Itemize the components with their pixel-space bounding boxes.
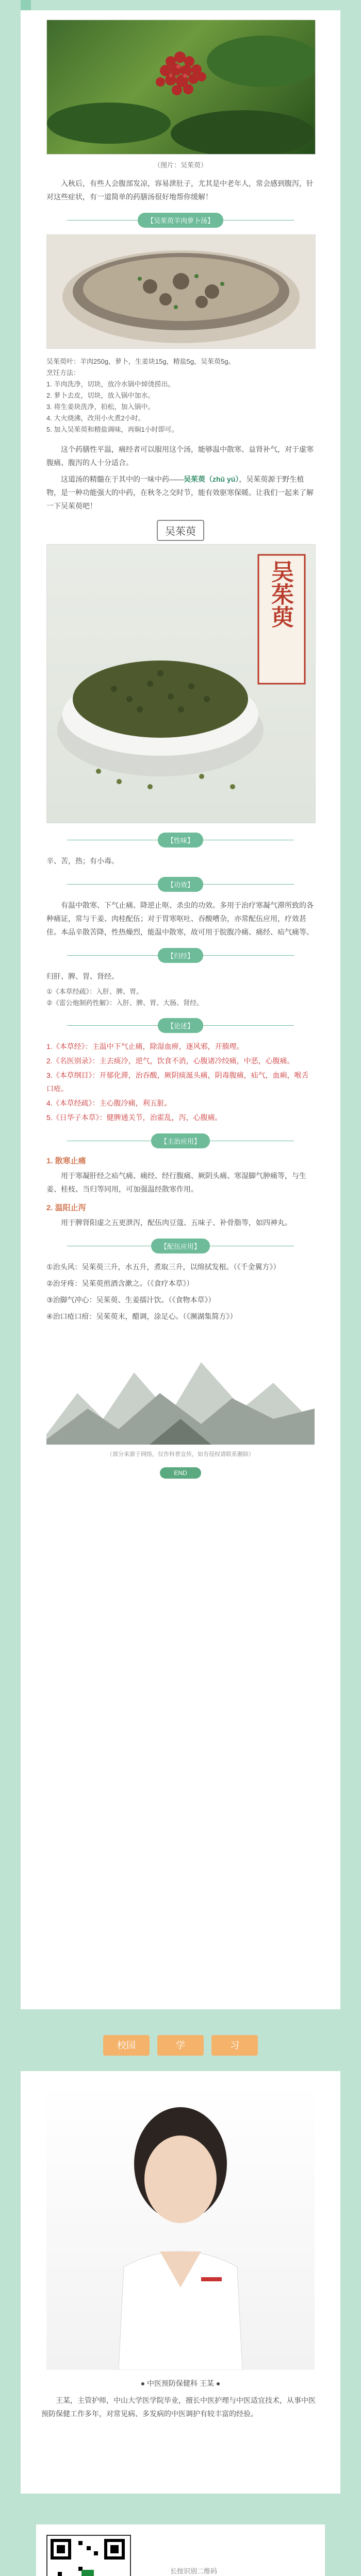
- peifang-item: ②治牙疼：吴茱萸煎酒含漱之。（《食疗本草》）: [46, 1279, 194, 1287]
- section-label-gongxiao: 【功效】: [158, 877, 203, 892]
- recipe-step: 4. 大火烧沸，改用小火煮2小时。: [46, 414, 145, 422]
- photo-caption: （图片：吴茱萸）: [153, 161, 207, 169]
- herb-seeds-photo: [46, 544, 316, 823]
- article-card: [21, 10, 340, 2009]
- lunshu-item: 4.《本草经疏》：主心腹冷痛，利五脏。: [46, 1099, 172, 1107]
- section-label-peifang: 【配伍应用】: [151, 1239, 210, 1253]
- recipe-step: 5. 加入吴茱萸和精盐调味，再焖1小时即可。: [46, 426, 178, 433]
- yingyong-text-1: 用于寒凝肝经之疝气痛、痛经、经行腹痛、厥阴头痛、寒湿脚气肿痛等，与生姜、桂枝、当归等同用，可加强温经散寒作用。: [46, 1172, 306, 1193]
- soup-bowl-illustration: [47, 235, 315, 348]
- yingyong-text-2: 用于脾肾阳虚之五更泄泻，配伍肉豆蔻、五味子、补骨脂等，如四神丸。: [61, 1218, 292, 1227]
- banner-item: 习: [211, 2035, 258, 2056]
- qr-code[interactable]: [46, 2535, 131, 2576]
- herb-title-wrap: [46, 520, 315, 541]
- lunshu-item: 2.《名医别录》：主去痰冷，逆气，饮食不消，心腹诸冷绞痛，中恶，心腹痛。: [46, 1057, 294, 1065]
- doctor-photo: [46, 2081, 315, 2370]
- recipe-label-wrap: [46, 213, 315, 228]
- gongxiao-text: 有温中散寒、下气止痛、降逆止呕、杀虫的功效。多用于治疗寒凝气滞所致的各种痛证，常与干姜、肉桂配伍；对于胃寒呕吐、吞酸嘈杂，亦常配伍应用，疗效甚佳。本品辛散苦降，性热燥烈，能温中散寒，故可用于脘腹冷痛、痛经、疝气痛等。: [46, 901, 314, 936]
- recipe-method-title: 烹饪方法：: [46, 369, 80, 377]
- section-label-guijing: 【归经】: [158, 948, 203, 963]
- yingyong-heading-2: 2. 温阳止泻: [46, 1204, 86, 1212]
- herb-name: 吴茱萸（zhū yú）: [184, 475, 239, 483]
- section-label-yingyong: 【主治应用】: [151, 1133, 210, 1148]
- xingwei-label-wrap: [46, 833, 315, 848]
- herb-intro-paragraph: 这道汤的精髓在于其中的一味中药——吴茱萸（zhū yú），吴茱萸源于野生植物，是一种功能强大的中药，在秋冬之交时节，能有效驱寒保暖。让我们一起来了解一下吴茱萸吧！: [46, 475, 314, 510]
- herb-berries-illustration: [47, 20, 315, 154]
- banner-item: 学: [157, 2035, 204, 2056]
- qr-card: [36, 2524, 325, 2576]
- gongxiao-label-wrap: [46, 877, 315, 892]
- recipe-block: [46, 356, 315, 435]
- recipe-step: 2. 萝卜去皮，切块，放入锅中加水。: [46, 392, 155, 399]
- soup-photo: [46, 234, 316, 349]
- lunshu-label-wrap: [46, 1018, 315, 1033]
- recipe-ingredients: 吴茱萸叶：羊肉250g，萝卜，生姜块15g，精盐5g，吴茱萸5g。: [46, 358, 235, 365]
- book-ref: ①《本草经疏》：入肝、脾、胃。: [46, 988, 143, 995]
- recipe-label: 【吴茱萸羊肉萝卜汤】: [138, 213, 223, 228]
- banner-item: 校园: [103, 2035, 150, 2056]
- qr-code-pattern: [47, 2536, 128, 2576]
- ink-landscape: [46, 1331, 315, 1445]
- guijing-text: 归肝、脾、胃、肾经。: [46, 972, 119, 980]
- xingwei-text: 辛、苦，热；有小毒。: [46, 857, 119, 865]
- doctor-portrait-illustration: [46, 2081, 315, 2370]
- doctor-card: [21, 2071, 340, 2494]
- guijing-label-wrap: [46, 948, 315, 963]
- lunshu-item: 1.《本草经》：主温中下气止痛，除湿血痹，逐风邪，开腠理。: [46, 1042, 244, 1050]
- herb-vertical-title: 吴茱萸: [268, 560, 293, 628]
- qr-follow-text: 长按识别二维码: [170, 2567, 218, 2575]
- yingyong-heading-1: 1. 散寒止痛: [46, 1157, 86, 1165]
- end-wrap: [46, 1467, 315, 1479]
- book-ref: ②《雷公炮制药性解》：入肝、脾、胃、大肠、肾经。: [46, 999, 204, 1007]
- doctor-bio: 王某，主管护师，中山大学医学院毕业，擅长中医护理与中医适宜技术，从事中医预防保健工作多年，对常见病、多发病的中医调护有较丰富的经验。: [41, 2396, 316, 2418]
- herb-photo: [46, 20, 316, 155]
- doctor-title: ● 中医预防保健科 王某 ●: [140, 2379, 221, 2387]
- lunshu-item: 5.《日华子本草》：健脾通关节，治霍乱，泻，心腹痛。: [46, 1113, 222, 1122]
- lunshu-item: 3.《本草纲目》：开郁化滞，治吞酸，厥阴痰涎头痛，阴毒腹痛，疝气，血痢，喉舌口疮。: [46, 1071, 309, 1093]
- effect-paragraph: 这个药膳性平温，痛经者可以服用这个汤，能够温中散寒、益肾补气，对于虚寒腹痛、腹泻的人十分适合。: [46, 445, 314, 467]
- source-note: （部分来源于网络，仅作科普宣传，如有侵权请联系删除）: [107, 1451, 254, 1458]
- herb-title: 吴茱萸: [157, 520, 204, 541]
- recipe-step: 1. 羊肉洗净，切块，放冷水锅中焯烫捞出。: [46, 380, 175, 388]
- peifang-item: ③治脚气冲心：吴茱萸、生姜擂汁饮。（《食物本草》）: [46, 1296, 216, 1304]
- peifang-label-wrap: [46, 1239, 315, 1254]
- peifang-item: ④治口疮口疳：吴茱萸末，醋调，涂足心。（《濒湖集简方》）: [46, 1312, 237, 1320]
- campus-banner: [103, 2035, 258, 2061]
- end-badge: END: [160, 1467, 201, 1479]
- recipe-step: 3. 将生姜块洗净，拍松，加入锅中。: [46, 403, 155, 411]
- intro-paragraph: 入秋后，有些人会腹部发凉，容易泄肚子，尤其是中老年人，常会感到腹泻，针对这些症状，有一道简单的药膳汤很好地帮你缓解！: [46, 179, 314, 201]
- section-label-xingwei: 【性味】: [158, 833, 203, 848]
- ink-mountain-illustration: [46, 1331, 315, 1445]
- section-label-lunshu: 【论述】: [158, 1018, 203, 1033]
- yingyong-label-wrap: [46, 1133, 315, 1149]
- peifang-item: ①治头风：吴茱萸三升，水五升，煮取三升，以绵拭发根。（《千金翼方》）: [46, 1263, 281, 1271]
